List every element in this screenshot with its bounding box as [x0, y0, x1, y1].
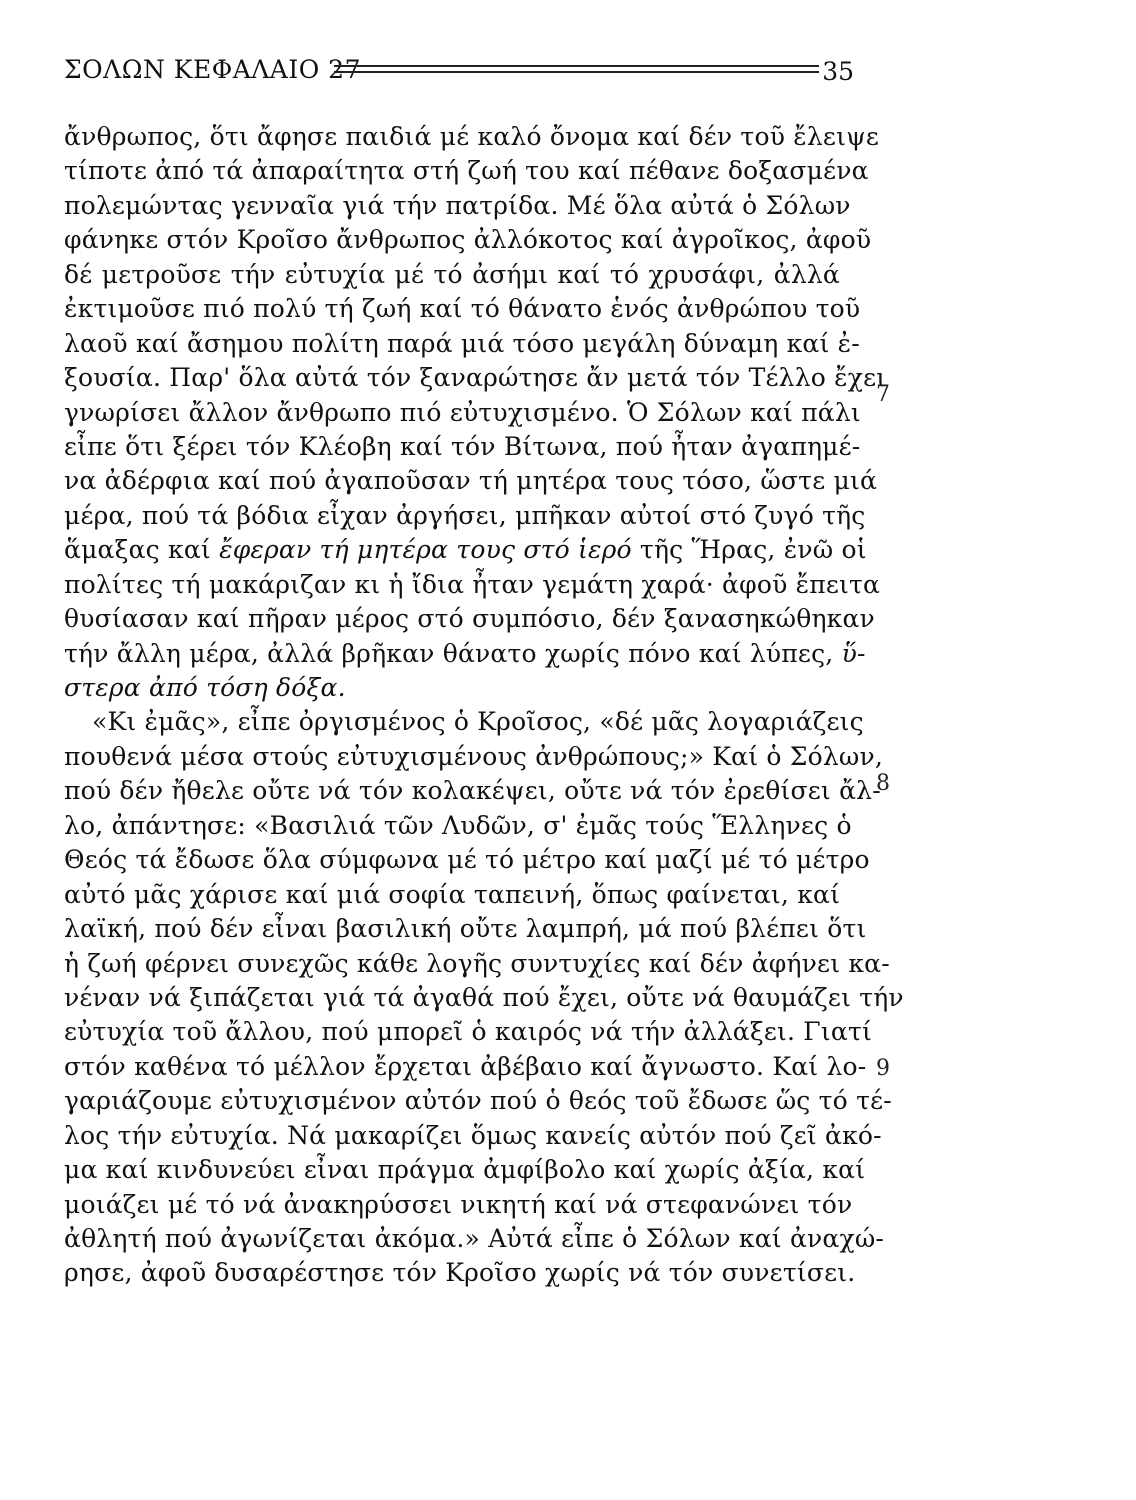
- text-line: μέρα, πού τά βόδια εἶχαν ἀργήσει, μπῆκαν αὐτοί στό ζυγό τῆς: [64, 500, 866, 530]
- text-line: μα καί κινδυνεύει εἶναι πράγμα ἀμφίβολο καί χωρίς ἀξία, καί: [64, 1155, 866, 1185]
- italic-phrase: ὕ-: [841, 638, 866, 668]
- header-rule-bottom: [334, 71, 819, 73]
- text-line: λαοῦ καί ἄσημου πολίτη παρά μιά τόσο μεγάλη δύναμη καί ἐ-: [64, 328, 860, 358]
- running-header: [64, 52, 854, 88]
- text-line: ξουσία. Παρ' ὅλα αὐτά τόν ξαναρώτησε ἄν μετά τόν Τέλλο ἔχει: [64, 363, 887, 393]
- margin-section-number-7: 7: [876, 382, 890, 407]
- text-line: Θεός τά ἔδωσε ὅλα σύμφωνα μέ τό μέτρο καί μαζί μέ τό μέτρο: [64, 845, 870, 875]
- text-line: ἐκτιμοῦσε πιό πολύ τή ζωή καί τό θάνατο ἑνός ἀνθρώπου τοῦ: [64, 294, 861, 324]
- text-line: ἀθλητή πού ἀγωνίζεται ἀκόμα.» Αὐτά εἶπε ὁ Σόλων καί ἀναχώ-: [64, 1224, 885, 1253]
- line-segment: τήν ἄλλη μέρα, ἀλλά βρῆκαν θάνατο χωρίς πόνο καί λύπες,: [64, 638, 842, 668]
- text-line: πού δέν ἤθελε οὔτε νά τόν κολακέψει, οὔτε νά τόν ἐρεθίσει ἄλ-: [64, 776, 881, 806]
- text-line: δέ μετροῦσε τήν εὐτυχία μέ τό ἀσήμι καί τό χρυσάφι, ἀλλά: [64, 259, 840, 289]
- text-line: πουθενά μέσα στούς εὐτυχισμένους ἀνθρώπους;» Καί ὁ Σόλων,: [64, 741, 884, 771]
- text-line: «Κι ἐμᾶς», εἶπε ὀργισμένος ὁ Κροῖσος, «δέ μᾶς λογαριάζεις: [92, 707, 864, 737]
- text-line: τίποτε ἀπό τά ἀπαραίτητα στή ζωή του καί πέθανε δοξασμένα: [64, 156, 869, 186]
- text-line: ἡ ζωή φέρνει συνεχῶς κάθε λογῆς συντυχίες καί δέν ἀφήνει κα-: [64, 948, 890, 978]
- text-line: γαριάζουμε εὐτυχισμένον αὐτόν πού ὁ θεός τοῦ ἔδωσε ὥς τό τέ-: [64, 1086, 892, 1116]
- text-line: να ἀδέρφια καί πού ἀγαποῦσαν τή μητέρα τους τόσο, ὥστε μιά: [64, 466, 878, 496]
- text-line: λαϊκή, πού δέν εἶναι βασιλική οὔτε λαμπρή, μά πού βλέπει ὅτι: [64, 914, 867, 944]
- text-line: εὐτυχία τοῦ ἄλλου, πού μπορεῖ ὁ καιρός νά τήν ἀλλάξει. Γιατί: [64, 1017, 872, 1047]
- text-line-mixed: [64, 637, 866, 671]
- margin-section-number-8: 8: [876, 771, 890, 796]
- text-line: λος τήν εὐτυχία. Νά μακαρίζει ὅμως κανείς αὐτόν πού ζεῖ ἀκό-: [64, 1120, 882, 1150]
- text-line-italic: στερα ἀπό τόση δόξα.: [64, 673, 346, 702]
- line-segment: τῆς Ἥρας, ἐνῶ οἱ: [631, 535, 867, 565]
- text-line: πολίτες τή μακάριζαν κι ἡ ἴδια ἦταν γεμάτη χαρά· ἀφοῦ ἔπειτα: [64, 569, 881, 599]
- text-line: λο, ἀπάντησε: «Βασιλιά τῶν Λυδῶν, σ' ἐμᾶς τούς Ἕλληνες ὁ: [64, 810, 852, 840]
- text-line: θυσίασαν καί πῆραν μέρος στό συμπόσιο, δέν ξανασηκώθηκαν: [64, 604, 875, 634]
- running-title: ΣΟΛΩΝ ΚΕΦΑΛΑΙΟ 27: [64, 55, 361, 84]
- text-line: μοιάζει μέ τό νά ἀνακηρύσσει νικητή καί νά στεφανώνει τόν: [64, 1189, 853, 1219]
- text-line: ρησε, ἀφοῦ δυσαρέστησε τόν Κροῖσο χωρίς νά τόν συνετίσει.: [64, 1258, 856, 1288]
- text-line: νέναν νά ξιπάζεται γιά τά ἀγαθά πού ἔχει, οὔτε νά θαυμάζει τήν: [64, 982, 904, 1012]
- italic-phrase: ἔφεραν τή μητέρα τους στό ἱερό: [219, 535, 632, 565]
- text-line: στόν καθένα τό μέλλον ἔρχεται ἀβέβαιο καί ἄγνωστο. Καί λο-: [64, 1051, 867, 1081]
- text-line-mixed: [64, 533, 867, 567]
- text-line: γνωρίσει ἄλλον ἄνθρωπο πιό εὐτυχισμένο. Ὁ Σόλων καί πάλι: [64, 397, 861, 427]
- body-text: [64, 120, 904, 1291]
- line-segment: ἅμαξας καί: [64, 535, 220, 565]
- header-rule-top: [334, 65, 819, 67]
- text-line: πολεμώντας γενναῖα γιά τήν πατρίδα. Μέ ὅλα αὐτά ὁ Σόλων: [64, 190, 851, 220]
- page-number: 35: [822, 57, 854, 86]
- text-line: φάνηκε στόν Κροῖσο ἄνθρωπος ἀλλόκοτος καί ἀγροῖκος, ἀφοῦ: [64, 225, 872, 255]
- text-line: ἄνθρωπος, ὅτι ἄφησε παιδιά μέ καλό ὄνομα καί δέν τοῦ ἔλειψε: [64, 122, 880, 151]
- margin-section-number-9: 9: [876, 1056, 890, 1081]
- text-line: εἶπε ὅτι ξέρει τόν Κλέοβη καί τόν Βίτωνα, πού ἦταν ἀγαπημέ-: [64, 431, 861, 461]
- text-line: αὐτό μᾶς χάρισε καί μιά σοφία ταπεινή, ὅπως φαίνεται, καί: [64, 879, 841, 909]
